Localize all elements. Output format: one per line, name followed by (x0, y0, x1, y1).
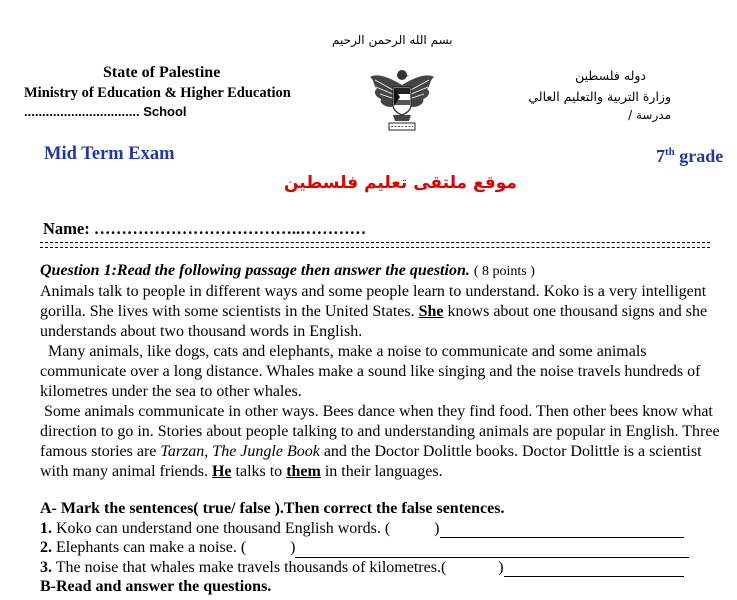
item-number: 2. (40, 539, 52, 556)
paragraph-2 (40, 342, 720, 402)
correction-line[interactable] (440, 523, 684, 538)
paragraph-3-text-end: in their languages. (320, 463, 443, 480)
item-text: Koko can understand one thousand English words. ( (52, 519, 391, 537)
state-title: State of Palestine (103, 64, 221, 81)
divider (40, 247, 710, 248)
ministry-title-ar: وزارة التربية والتعليم العالي (528, 89, 671, 104)
name-field[interactable]: Name: ………………………………..………… (43, 219, 367, 238)
question-item-2 (40, 538, 730, 558)
exercise-section (40, 499, 730, 597)
question-item-3 (40, 558, 730, 578)
paragraph-1-text: Animals talk to people in different ways and some people learn to understand. Koko is a very intelligent gorilla. She lives with some scientists in the United States. (40, 283, 707, 320)
answer-blank[interactable] (446, 563, 498, 577)
passage (40, 261, 720, 482)
item-text: The noise that whales make travels thousands of kilometres.( (52, 558, 447, 576)
part-b-heading: B-Read and answer the questions. (40, 578, 272, 595)
basmala: بسم الله الرحمن الرحيم (332, 33, 453, 47)
grade-word: grade (679, 146, 724, 166)
book-titles: Tarzan, The Jungle Book (160, 443, 320, 460)
paragraph-3 (40, 402, 720, 482)
answer-blank[interactable] (390, 524, 434, 538)
paragraph-3-text-mid2: talks to (231, 463, 287, 480)
paragraph-3-text-mid: and the Doctor Dolittle books. Doctor Dolittle is a scientist with many animal friends. (40, 443, 702, 480)
correction-line[interactable] (295, 543, 689, 558)
item-text: Elephants can make a noise. ( (52, 539, 247, 556)
ministry-title: Ministry of Education & Higher Education (24, 85, 291, 101)
item-number: 1. (40, 519, 52, 537)
paragraph-2-text: Many animals, like dogs, cats and elephants, make a noise to communicate and some animals communicate over a long distance. Whales make a sound like singing and the noise travels hundreds of kilometres under the sea to other whales. (40, 343, 701, 400)
question-item-1 (40, 519, 730, 539)
divider (40, 242, 710, 243)
school-field: ................................ School (24, 104, 187, 119)
site-name: موقع ملتقى تعليم فلسطين (284, 173, 517, 193)
paragraph-3-text: Some animals communicate in other ways. Bees dance when they find food. Then other bees know what direction to go in. Stories about people talking to and understanding animals are popular in English. Three famous stories are (40, 403, 720, 460)
correction-line[interactable] (504, 562, 684, 577)
item-close: ) (290, 539, 296, 556)
exam-title: Mid Term Exam (44, 144, 175, 164)
answer-blank[interactable] (246, 544, 290, 558)
underlined-she: She (418, 303, 444, 320)
underlined-he: He (211, 463, 232, 480)
paragraph-1-text-end: knows about one thousand signs and she understands about two thousand words in English. (40, 303, 708, 340)
part-a-heading: A- Mark the sentences( true/ false ).Then correct the false sentences. (40, 500, 505, 517)
question-1-heading: Question 1:Read the following passage then answer the question. (40, 262, 470, 279)
grade-number: 7 (656, 146, 665, 166)
question-1-points: ( 8 points ) (473, 264, 535, 279)
item-close: ) (498, 558, 504, 576)
underlined-them: them (286, 463, 321, 480)
paragraph-1 (40, 282, 720, 342)
item-number: 3. (40, 558, 52, 576)
item-close: ) (434, 519, 440, 537)
grade-suffix: th (665, 146, 675, 158)
state-title-ar: دوله فلسطين (575, 68, 646, 83)
school-field-ar: مدرسة / (628, 108, 671, 122)
palestine-eagle-emblem-icon (367, 63, 437, 135)
grade-label (656, 146, 723, 167)
